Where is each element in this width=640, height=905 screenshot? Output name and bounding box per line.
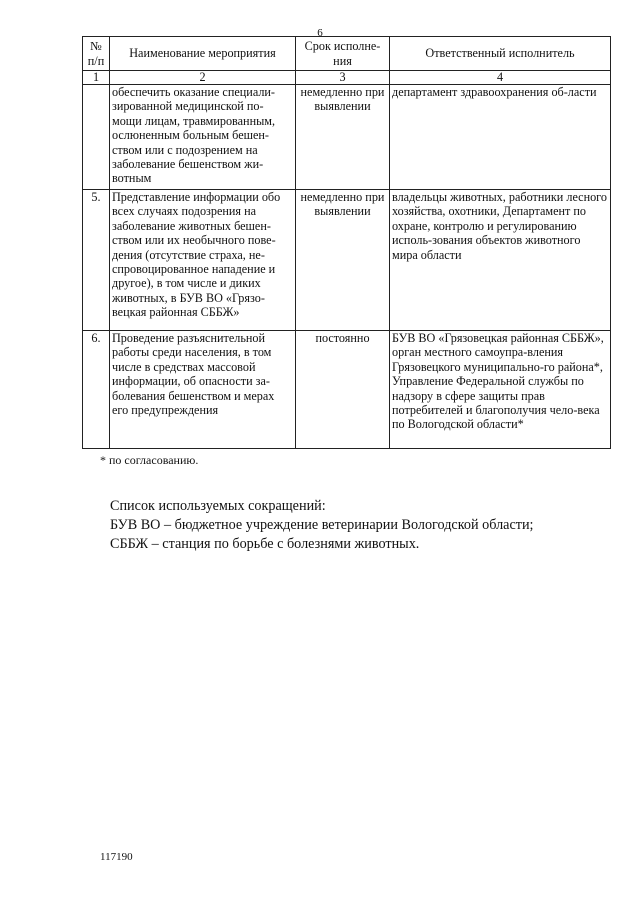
row-number <box>83 85 110 190</box>
column-index-row <box>83 71 611 85</box>
table-row <box>83 190 611 331</box>
row-responsible: владельцы животных, работники лесного хозяйства, охотники, Департамент по охране, контролю и регулированию исполь-зования объектов животного мира области <box>390 190 611 331</box>
header-term: Срок исполне-ния <box>296 37 390 71</box>
row-number: 6. <box>83 331 110 449</box>
abbreviation-item: БУВ ВО – бюджетное учреждение ветеринарии Вологодской области; <box>110 517 534 533</box>
abbreviations-block <box>110 497 534 554</box>
column-index: 4 <box>390 71 611 85</box>
measures-table <box>82 36 611 449</box>
column-index: 3 <box>296 71 390 85</box>
row-term: немедленно при выявлении <box>296 85 390 190</box>
row-responsible: департамент здравоохранения об-ласти <box>390 85 611 190</box>
abbreviations-title: Список используемых сокращений: <box>110 498 326 514</box>
row-measure: Проведение разъяснительной работы среди населения, в том числе в средствах массовой информации, об опасности за-болевания бешенством и мерах его предупреждения <box>110 331 296 449</box>
page-number: 6 <box>317 27 323 39</box>
row-responsible: БУВ ВО «Грязовецкая районная СББЖ», орган местного самоупра-вления Грязовецкого муниципально-го района*, Управление Федеральной службы по надзору в сфере защиты прав потребителей и благополучия чело-века по Вологодской области* <box>390 331 611 449</box>
row-term: немедленно при выявлении <box>296 190 390 331</box>
table-header-row <box>83 37 611 71</box>
column-index: 1 <box>83 71 110 85</box>
header-resp: Ответственный исполнитель <box>390 37 611 71</box>
header-name: Наименование мероприятия <box>110 37 296 71</box>
footnote: * по согласованию. <box>100 453 199 467</box>
table-row <box>83 85 611 190</box>
header-num: № п/п <box>83 37 110 71</box>
column-index: 2 <box>110 71 296 85</box>
row-number: 5. <box>83 190 110 331</box>
row-measure: Представление информации обо всех случаях подозрения на заболевание животных бешен-ством или их необычного пове-дения (отсутствие страха, не-спровоцированное нападение и другое), в том числе и диких животных, в БУВ ВО «Грязо-вецкая районная СББЖ» <box>110 190 296 331</box>
table-row <box>83 331 611 449</box>
row-term: постоянно <box>296 331 390 449</box>
row-measure: обеспечить оказание специали-зированной медицинской по-мощи лицам, травмированным, ослюненным больным бешен-ством или с подозрением на заболевание бешенством жи-вотным <box>110 85 296 190</box>
abbreviation-item: СББЖ – станция по борьбе с болезнями животных. <box>110 536 420 552</box>
document-id: 117190 <box>100 851 133 863</box>
